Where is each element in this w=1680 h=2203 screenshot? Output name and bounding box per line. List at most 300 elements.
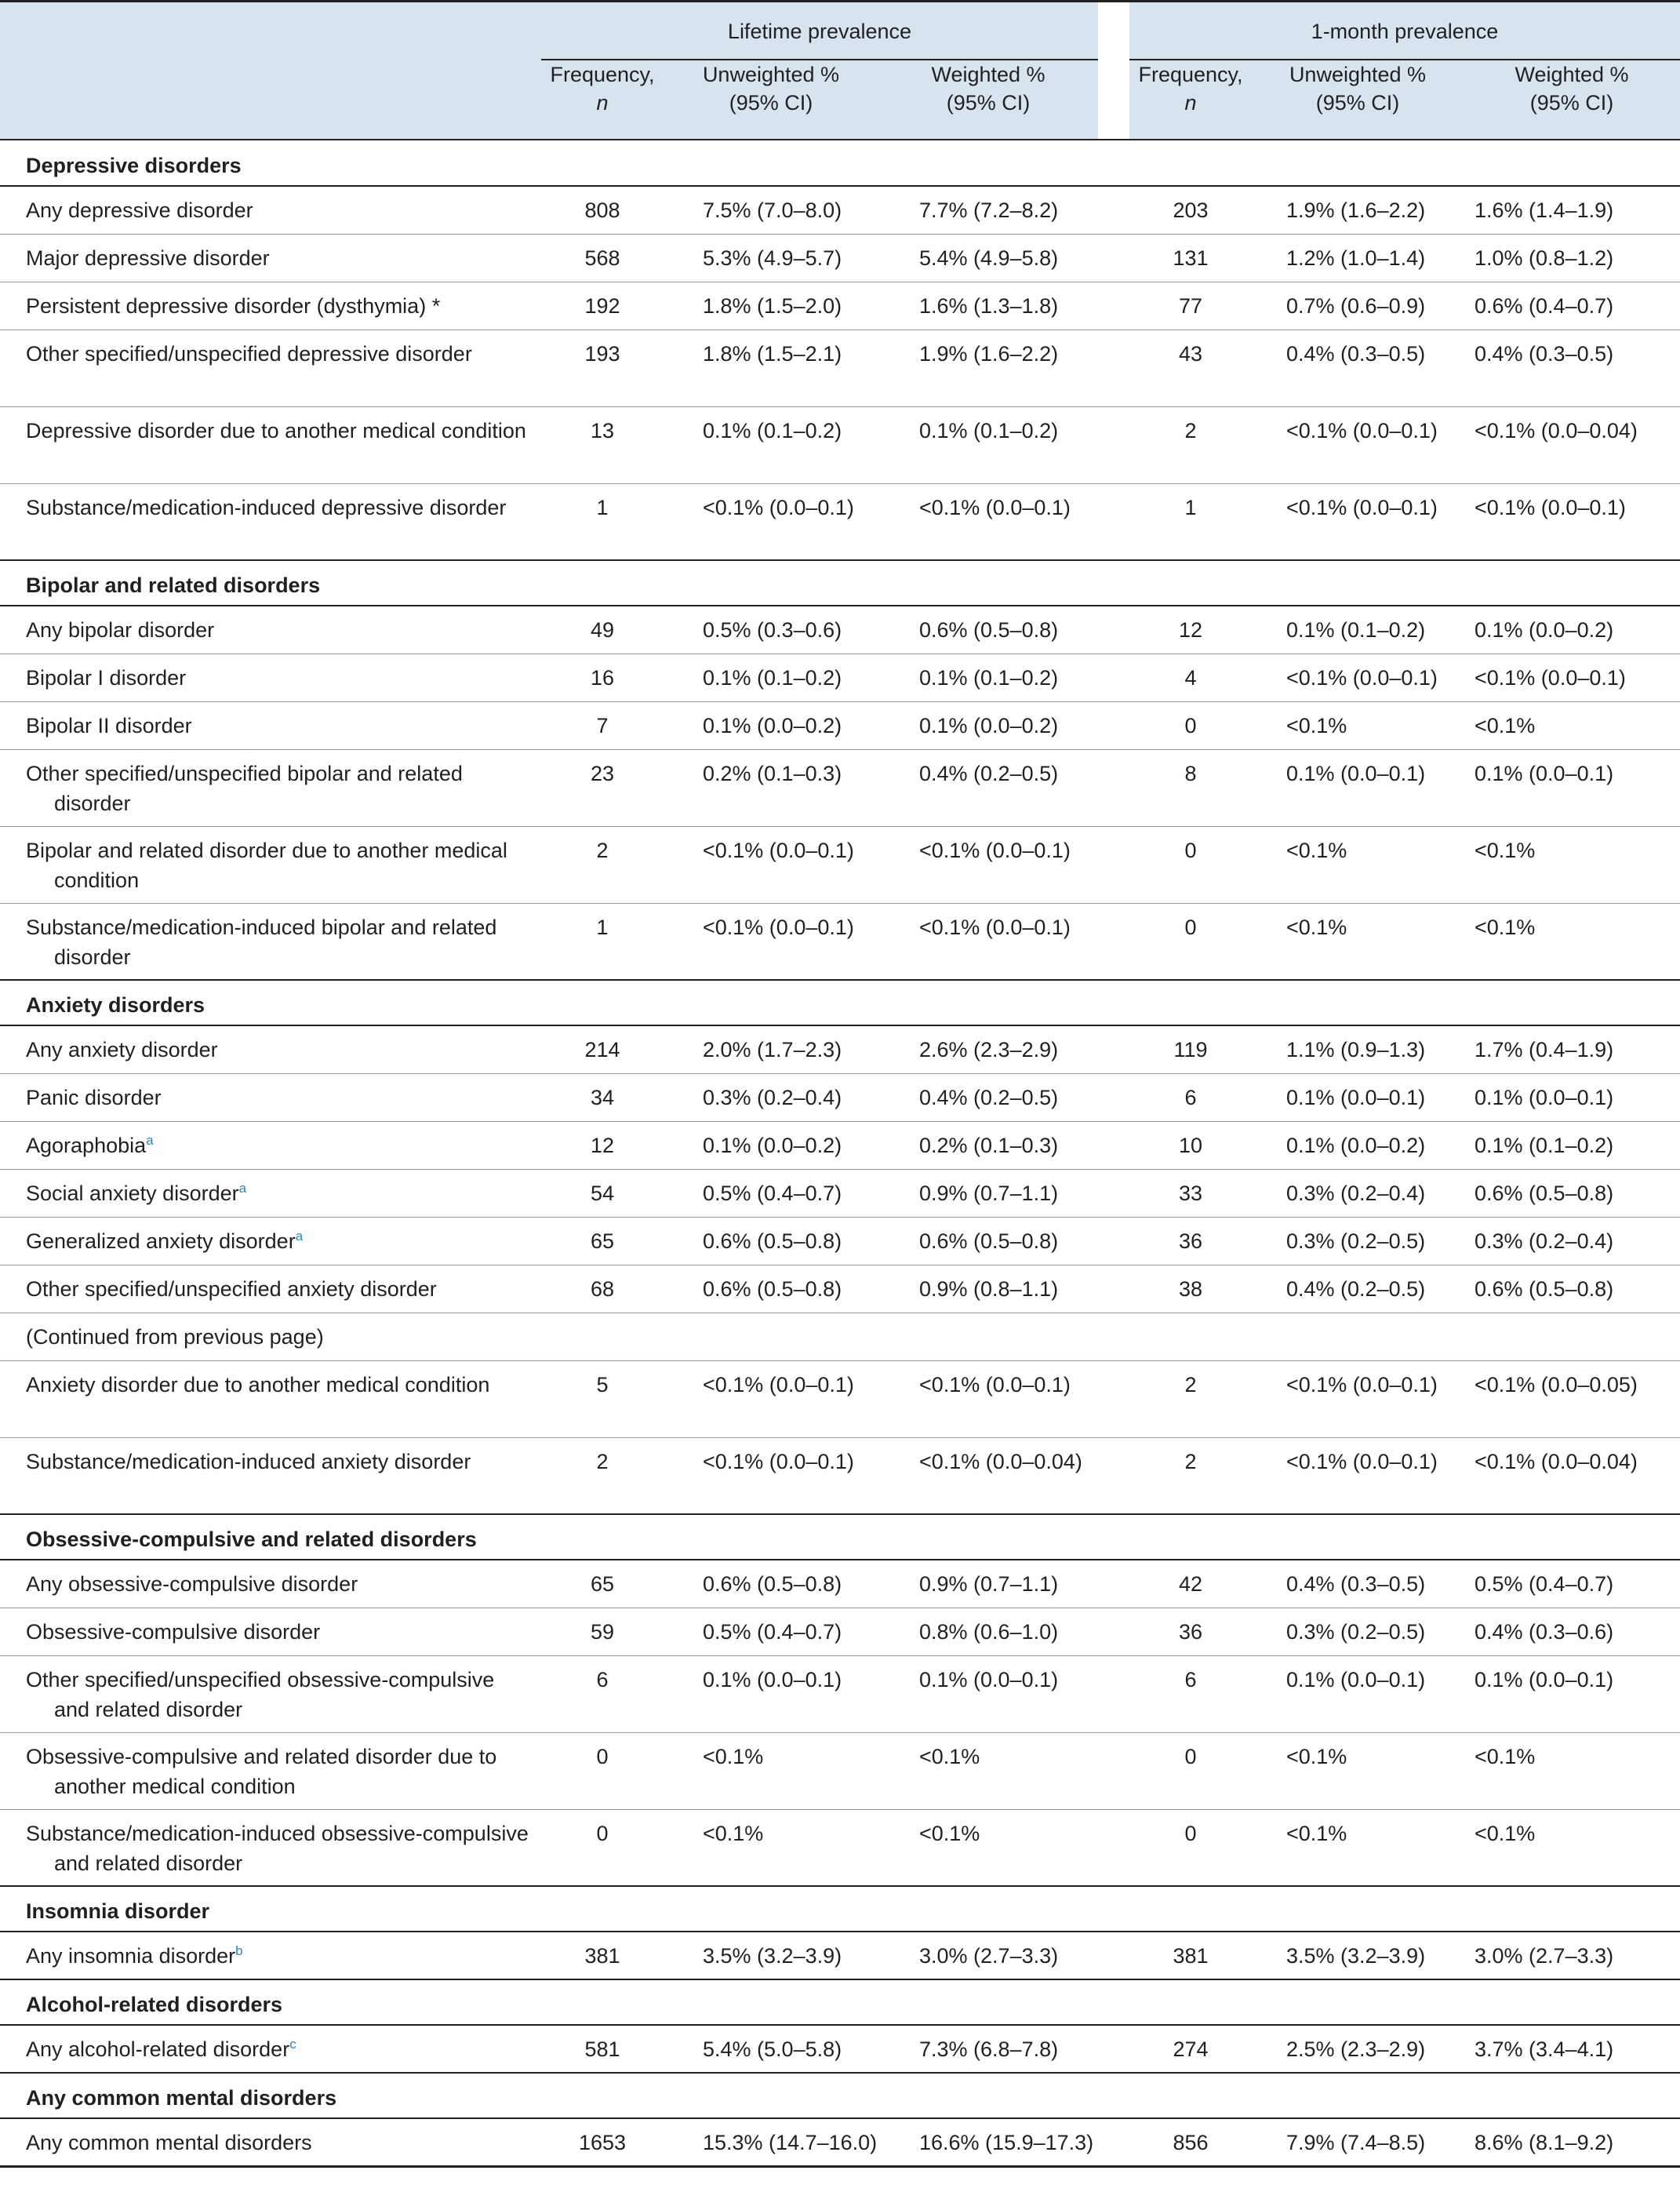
month-unweighted-cell: <0.1% bbox=[1252, 1732, 1464, 1809]
lifetime-weighted-cell: 16.6% (15.9–17.3) bbox=[878, 2118, 1098, 2166]
gap-cell bbox=[1098, 1313, 1129, 1360]
row-label: Persistent depressive disorder (dysthymia) * bbox=[26, 293, 441, 318]
lifetime-frequency-cell: 5 bbox=[541, 1360, 664, 1437]
footnote-marker[interactable]: a bbox=[238, 1180, 247, 1196]
lifetime-weighted-cell: 7.7% (7.2–8.2) bbox=[878, 186, 1098, 234]
row-label-cell bbox=[0, 1265, 541, 1313]
lifetime-unweighted-cell: <0.1% (0.0–0.1) bbox=[664, 826, 878, 903]
lifetime-frequency-cell: 16 bbox=[541, 654, 664, 701]
table-body bbox=[0, 140, 1680, 2166]
lifetime-frequency-cell: 808 bbox=[541, 186, 664, 234]
table-header bbox=[0, 0, 1680, 140]
lifetime-weighted-cell: 0.4% (0.2–0.5) bbox=[878, 749, 1098, 826]
month-unweighted-cell: 0.3% (0.2–0.5) bbox=[1252, 1217, 1464, 1265]
month-weighted-cell: <0.1% (0.0–0.04) bbox=[1464, 406, 1680, 483]
month-frequency-cell: 1 bbox=[1129, 483, 1252, 560]
month-frequency-cell: 10 bbox=[1129, 1121, 1252, 1169]
table-row bbox=[0, 903, 1680, 980]
month-unweighted-cell: 0.4% (0.3–0.5) bbox=[1252, 1560, 1464, 1608]
month-weighted-cell: 1.7% (0.4–1.9) bbox=[1464, 1025, 1680, 1073]
lifetime-frequency-cell: 59 bbox=[541, 1608, 664, 1655]
lifetime-weighted-cell: 5.4% (4.9–5.8) bbox=[878, 234, 1098, 282]
table-row bbox=[0, 1655, 1680, 1732]
group-header-1-month bbox=[1129, 2, 1680, 60]
month-frequency-cell: 203 bbox=[1129, 186, 1252, 234]
gap-cell bbox=[1098, 1608, 1129, 1655]
gap-cell bbox=[1098, 1655, 1129, 1732]
month-weighted-cell: 0.1% (0.0–0.2) bbox=[1464, 606, 1680, 654]
row-label-cell bbox=[0, 749, 541, 826]
table-row bbox=[0, 282, 1680, 330]
month-frequency-cell: 77 bbox=[1129, 282, 1252, 330]
row-label-cell bbox=[0, 701, 541, 749]
row-label: (Continued from previous page) bbox=[26, 1324, 324, 1349]
table-row bbox=[0, 606, 1680, 654]
lifetime-frequency-cell: 214 bbox=[541, 1025, 664, 1073]
lifetime-weighted-cell: <0.1% (0.0–0.04) bbox=[878, 1437, 1098, 1514]
row-label-cell bbox=[0, 1732, 541, 1809]
gap-cell bbox=[1098, 2118, 1129, 2166]
month-frequency-cell: 2 bbox=[1129, 1360, 1252, 1437]
month-weighted-cell: 0.1% (0.0–0.1) bbox=[1464, 1073, 1680, 1121]
month-weighted-cell: 0.3% (0.2–0.4) bbox=[1464, 1217, 1680, 1265]
footnote-marker[interactable]: a bbox=[295, 1228, 304, 1244]
month-unweighted-cell: <0.1% (0.0–0.1) bbox=[1252, 1437, 1464, 1514]
table-row bbox=[0, 186, 1680, 234]
month-frequency-cell: 6 bbox=[1129, 1073, 1252, 1121]
month-unweighted-cell: <0.1% bbox=[1252, 826, 1464, 903]
month-weighted-cell: <0.1% bbox=[1464, 903, 1680, 980]
lifetime-unweighted-cell: 2.0% (1.7–2.3) bbox=[664, 1025, 878, 1073]
month-weighted-cell: 0.4% (0.3–0.6) bbox=[1464, 1608, 1680, 1655]
month-frequency-cell: 42 bbox=[1129, 1560, 1252, 1608]
gap-cell bbox=[1098, 406, 1129, 483]
row-label: Any alcohol-related disorder bbox=[26, 2037, 290, 2061]
row-label: Agoraphobia bbox=[26, 1133, 147, 1157]
row-label-cell bbox=[0, 2118, 541, 2166]
table-row bbox=[0, 1608, 1680, 1655]
month-unweighted-cell: 1.1% (0.9–1.3) bbox=[1252, 1025, 1464, 1073]
row-label: Substance/medication-induced depressive disorder bbox=[26, 495, 507, 519]
row-label-cell bbox=[0, 1313, 541, 1360]
group-header-lifetime bbox=[541, 2, 1098, 60]
lifetime-unweighted-cell: 15.3% (14.7–16.0) bbox=[664, 2118, 878, 2166]
lifetime-frequency-cell: 65 bbox=[541, 1217, 664, 1265]
lifetime-unweighted-cell: 0.6% (0.5–0.8) bbox=[664, 1560, 878, 1608]
month-weighted-cell: <0.1% (0.0–0.1) bbox=[1464, 654, 1680, 701]
row-label: Social anxiety disorder bbox=[26, 1181, 239, 1205]
section-header-row bbox=[0, 560, 1680, 606]
row-label: Substance/medication-induced obsessive-compulsive and related disorder bbox=[26, 1821, 529, 1875]
row-label-cell bbox=[0, 903, 541, 980]
footnote-marker[interactable]: b bbox=[235, 1943, 243, 1958]
section-title: Insomnia disorder bbox=[0, 1886, 1680, 1932]
col-header-lifetime-weighted: Weighted % (95% CI) bbox=[878, 60, 1098, 139]
section-title: Obsessive-compulsive and related disorders bbox=[0, 1514, 1680, 1560]
row-label-cell bbox=[0, 1608, 541, 1655]
lifetime-unweighted-cell: 0.5% (0.4–0.7) bbox=[664, 1169, 878, 1217]
row-label: Any common mental disorders bbox=[26, 2131, 312, 2154]
row-label-cell bbox=[0, 1217, 541, 1265]
lifetime-unweighted-cell: 3.5% (3.2–3.9) bbox=[664, 1932, 878, 1979]
gap-cell bbox=[1098, 1025, 1129, 1073]
row-label-cell bbox=[0, 1360, 541, 1437]
table-row bbox=[0, 1437, 1680, 1514]
lifetime-unweighted-cell: <0.1% bbox=[664, 1732, 878, 1809]
gap-cell bbox=[1098, 282, 1129, 330]
table-row bbox=[0, 1932, 1680, 1979]
month-weighted-cell: 0.4% (0.3–0.5) bbox=[1464, 330, 1680, 406]
section-title: Bipolar and related disorders bbox=[0, 560, 1680, 606]
row-label-cell bbox=[0, 1809, 541, 1886]
row-label-cell bbox=[0, 186, 541, 234]
row-label-cell bbox=[0, 826, 541, 903]
month-unweighted-cell: <0.1% bbox=[1252, 903, 1464, 980]
row-label: Bipolar I disorder bbox=[26, 665, 187, 690]
lifetime-weighted-cell: 1.6% (1.3–1.8) bbox=[878, 282, 1098, 330]
month-weighted-cell: 0.1% (0.0–0.1) bbox=[1464, 1655, 1680, 1732]
lifetime-frequency-cell: 568 bbox=[541, 234, 664, 282]
month-frequency-cell: 8 bbox=[1129, 749, 1252, 826]
table-row bbox=[0, 1169, 1680, 1217]
section-header-row bbox=[0, 980, 1680, 1025]
month-frequency-cell bbox=[1129, 1313, 1252, 1360]
table-row bbox=[0, 1809, 1680, 1886]
month-unweighted-cell: 0.1% (0.0–0.1) bbox=[1252, 1073, 1464, 1121]
month-weighted-cell: 3.0% (2.7–3.3) bbox=[1464, 1932, 1680, 1979]
table-row bbox=[0, 1121, 1680, 1169]
lifetime-weighted-cell: <0.1% (0.0–0.1) bbox=[878, 483, 1098, 560]
gap-cell bbox=[1098, 1265, 1129, 1313]
row-label: Obsessive-compulsive and related disorder due to another medical condition bbox=[26, 1744, 497, 1798]
lifetime-weighted-cell: 0.1% (0.0–0.1) bbox=[878, 1655, 1098, 1732]
footnote-marker[interactable]: a bbox=[146, 1132, 154, 1148]
lifetime-frequency-cell: 34 bbox=[541, 1073, 664, 1121]
month-weighted-cell: <0.1% (0.0–0.1) bbox=[1464, 483, 1680, 560]
gap-cell bbox=[1098, 654, 1129, 701]
section-title: Alcohol-related disorders bbox=[0, 1979, 1680, 2025]
lifetime-unweighted-cell: 0.1% (0.1–0.2) bbox=[664, 654, 878, 701]
lifetime-weighted-cell: <0.1% (0.0–0.1) bbox=[878, 1360, 1098, 1437]
table-row bbox=[0, 1025, 1680, 1073]
month-weighted-cell: 8.6% (8.1–9.2) bbox=[1464, 2118, 1680, 2166]
lifetime-unweighted-cell: 0.3% (0.2–0.4) bbox=[664, 1073, 878, 1121]
lifetime-unweighted-cell: 0.1% (0.0–0.2) bbox=[664, 701, 878, 749]
lifetime-weighted-cell: 0.1% (0.0–0.2) bbox=[878, 701, 1098, 749]
month-frequency-cell: 0 bbox=[1129, 826, 1252, 903]
gap-cell bbox=[1098, 1932, 1129, 1979]
lifetime-weighted-cell: 0.2% (0.1–0.3) bbox=[878, 1121, 1098, 1169]
gap-cell bbox=[1098, 2025, 1129, 2073]
month-unweighted-cell: 7.9% (7.4–8.5) bbox=[1252, 2118, 1464, 2166]
gap-cell bbox=[1098, 1732, 1129, 1809]
month-frequency-cell: 36 bbox=[1129, 1217, 1252, 1265]
lifetime-weighted-cell: <0.1% (0.0–0.1) bbox=[878, 826, 1098, 903]
month-weighted-cell: <0.1% bbox=[1464, 826, 1680, 903]
table-row bbox=[0, 701, 1680, 749]
lifetime-frequency-cell: 68 bbox=[541, 1265, 664, 1313]
lifetime-frequency-cell: 0 bbox=[541, 1809, 664, 1886]
table-row bbox=[0, 330, 1680, 406]
lifetime-unweighted-cell: 0.6% (0.5–0.8) bbox=[664, 1217, 878, 1265]
lifetime-unweighted-cell: <0.1% bbox=[664, 1809, 878, 1886]
month-frequency-cell: 119 bbox=[1129, 1025, 1252, 1073]
lifetime-unweighted-cell bbox=[664, 1313, 878, 1360]
month-unweighted-cell: 1.9% (1.6–2.2) bbox=[1252, 186, 1464, 234]
lifetime-unweighted-cell: 7.5% (7.0–8.0) bbox=[664, 186, 878, 234]
lifetime-frequency-cell: 381 bbox=[541, 1932, 664, 1979]
gap-cell bbox=[1098, 186, 1129, 234]
row-label-cell bbox=[0, 234, 541, 282]
lifetime-weighted-cell: 0.4% (0.2–0.5) bbox=[878, 1073, 1098, 1121]
lifetime-weighted-cell: <0.1% bbox=[878, 1732, 1098, 1809]
month-weighted-cell: 0.5% (0.4–0.7) bbox=[1464, 1560, 1680, 1608]
row-label-cell bbox=[0, 1073, 541, 1121]
row-label: Obsessive-compulsive disorder bbox=[26, 1619, 321, 1644]
month-weighted-cell: <0.1% bbox=[1464, 1732, 1680, 1809]
group-title-lifetime: Lifetime prevalence bbox=[727, 20, 912, 43]
section-header-row bbox=[0, 1979, 1680, 2025]
lifetime-frequency-cell: 192 bbox=[541, 282, 664, 330]
section-title: Anxiety disorders bbox=[0, 980, 1680, 1025]
lifetime-frequency-cell: 6 bbox=[541, 1655, 664, 1732]
month-frequency-cell: 12 bbox=[1129, 606, 1252, 654]
month-weighted-cell: 0.1% (0.0–0.1) bbox=[1464, 749, 1680, 826]
lifetime-unweighted-cell: 0.5% (0.4–0.7) bbox=[664, 1608, 878, 1655]
month-weighted-cell: 0.1% (0.1–0.2) bbox=[1464, 1121, 1680, 1169]
row-label-cell bbox=[0, 1121, 541, 1169]
row-label: Any bipolar disorder bbox=[26, 618, 215, 642]
col-header-month-frequency: Frequency, n bbox=[1129, 60, 1252, 139]
row-label: Panic disorder bbox=[26, 1085, 162, 1109]
lifetime-frequency-cell: 193 bbox=[541, 330, 664, 406]
table-row bbox=[0, 1073, 1680, 1121]
row-label: Other specified/unspecified obsessive-compulsive and related disorder bbox=[26, 1667, 495, 1721]
table-row bbox=[0, 406, 1680, 483]
row-label-cell bbox=[0, 606, 541, 654]
month-unweighted-cell: 0.1% (0.0–0.1) bbox=[1252, 1655, 1464, 1732]
month-weighted-cell: <0.1% (0.0–0.04) bbox=[1464, 1437, 1680, 1514]
month-weighted-cell: 1.6% (1.4–1.9) bbox=[1464, 186, 1680, 234]
lifetime-weighted-cell: 0.6% (0.5–0.8) bbox=[878, 1217, 1098, 1265]
lifetime-frequency-cell: 581 bbox=[541, 2025, 664, 2073]
section-title: Depressive disorders bbox=[0, 140, 1680, 186]
month-unweighted-cell: 0.1% (0.0–0.1) bbox=[1252, 749, 1464, 826]
row-label: Depressive disorder due to another medical condition bbox=[26, 418, 526, 442]
lifetime-unweighted-cell: 1.8% (1.5–2.1) bbox=[664, 330, 878, 406]
month-unweighted-cell: <0.1% bbox=[1252, 1809, 1464, 1886]
month-weighted-cell: 0.6% (0.4–0.7) bbox=[1464, 282, 1680, 330]
table-row bbox=[0, 234, 1680, 282]
lifetime-unweighted-cell: <0.1% (0.0–0.1) bbox=[664, 903, 878, 980]
lifetime-frequency-cell: 1 bbox=[541, 483, 664, 560]
month-frequency-cell: 131 bbox=[1129, 234, 1252, 282]
gap-cell bbox=[1098, 1121, 1129, 1169]
table-row bbox=[0, 1217, 1680, 1265]
gap-cell bbox=[1098, 701, 1129, 749]
month-unweighted-cell: <0.1% (0.0–0.1) bbox=[1252, 654, 1464, 701]
row-label-cell bbox=[0, 654, 541, 701]
lifetime-frequency-cell: 54 bbox=[541, 1169, 664, 1217]
section-header-row bbox=[0, 140, 1680, 186]
gap-cell bbox=[1098, 1809, 1129, 1886]
gap-cell bbox=[1098, 606, 1129, 654]
footnote-marker[interactable]: c bbox=[289, 2037, 296, 2052]
gap-cell bbox=[1098, 234, 1129, 282]
lifetime-unweighted-cell: 0.1% (0.1–0.2) bbox=[664, 406, 878, 483]
month-frequency-cell: 0 bbox=[1129, 701, 1252, 749]
table-row bbox=[0, 2118, 1680, 2166]
table-row bbox=[0, 1560, 1680, 1608]
lifetime-unweighted-cell: <0.1% (0.0–0.1) bbox=[664, 1437, 878, 1514]
gap-cell bbox=[1098, 903, 1129, 980]
lifetime-weighted-cell: 0.6% (0.5–0.8) bbox=[878, 606, 1098, 654]
gap-cell bbox=[1098, 1560, 1129, 1608]
row-label: Any obsessive-compulsive disorder bbox=[26, 1572, 358, 1596]
month-unweighted-cell: 0.4% (0.3–0.5) bbox=[1252, 330, 1464, 406]
month-unweighted-cell: 0.1% (0.0–0.2) bbox=[1252, 1121, 1464, 1169]
lifetime-unweighted-cell: 0.6% (0.5–0.8) bbox=[664, 1265, 878, 1313]
lifetime-frequency-cell: 65 bbox=[541, 1560, 664, 1608]
row-label-cell bbox=[0, 1437, 541, 1514]
month-unweighted-cell: 3.5% (3.2–3.9) bbox=[1252, 1932, 1464, 1979]
lifetime-unweighted-cell: 0.1% (0.0–0.2) bbox=[664, 1121, 878, 1169]
col-header-lifetime-unweighted: Unweighted % (95% CI) bbox=[664, 60, 878, 139]
row-label-cell bbox=[0, 1932, 541, 1979]
row-label-cell bbox=[0, 1025, 541, 1073]
month-unweighted-cell: 1.2% (1.0–1.4) bbox=[1252, 234, 1464, 282]
row-label: Other specified/unspecified bipolar and related disorder bbox=[26, 761, 463, 815]
month-frequency-cell: 6 bbox=[1129, 1655, 1252, 1732]
table-row bbox=[0, 1265, 1680, 1313]
lifetime-unweighted-cell: <0.1% (0.0–0.1) bbox=[664, 483, 878, 560]
row-label: Major depressive disorder bbox=[26, 246, 270, 270]
month-weighted-cell: 0.6% (0.5–0.8) bbox=[1464, 1265, 1680, 1313]
month-unweighted-cell: <0.1% (0.0–0.1) bbox=[1252, 1360, 1464, 1437]
lifetime-frequency-cell bbox=[541, 1313, 664, 1360]
gap-cell bbox=[1098, 1360, 1129, 1437]
month-unweighted-cell: 0.3% (0.2–0.4) bbox=[1252, 1169, 1464, 1217]
month-frequency-cell: 36 bbox=[1129, 1608, 1252, 1655]
row-label-cell bbox=[0, 1560, 541, 1608]
row-label: Any anxiety disorder bbox=[26, 1038, 218, 1061]
row-label: Any insomnia disorder bbox=[26, 1944, 236, 1968]
lifetime-weighted-cell bbox=[878, 1313, 1098, 1360]
row-label-cell bbox=[0, 406, 541, 483]
lifetime-weighted-cell: 0.9% (0.8–1.1) bbox=[878, 1265, 1098, 1313]
table-row bbox=[0, 654, 1680, 701]
gap-cell bbox=[1098, 1437, 1129, 1514]
month-unweighted-cell: <0.1% (0.0–0.1) bbox=[1252, 406, 1464, 483]
month-unweighted-cell: 0.1% (0.1–0.2) bbox=[1252, 606, 1464, 654]
table-row bbox=[0, 2025, 1680, 2073]
section-header-row bbox=[0, 1886, 1680, 1932]
month-weighted-cell: <0.1% bbox=[1464, 1809, 1680, 1886]
month-frequency-cell: 2 bbox=[1129, 1437, 1252, 1514]
lifetime-frequency-cell: 0 bbox=[541, 1732, 664, 1809]
lifetime-frequency-cell: 49 bbox=[541, 606, 664, 654]
lifetime-weighted-cell: 3.0% (2.7–3.3) bbox=[878, 1932, 1098, 1979]
lifetime-frequency-cell: 1653 bbox=[541, 2118, 664, 2166]
month-frequency-cell: 274 bbox=[1129, 2025, 1252, 2073]
table-row bbox=[0, 826, 1680, 903]
lifetime-unweighted-cell: 1.8% (1.5–2.0) bbox=[664, 282, 878, 330]
month-weighted-cell: <0.1% (0.0–0.05) bbox=[1464, 1360, 1680, 1437]
row-label-cell bbox=[0, 1169, 541, 1217]
month-unweighted-cell: <0.1% (0.0–0.1) bbox=[1252, 483, 1464, 560]
row-label: Other specified/unspecified depressive disorder bbox=[26, 341, 472, 366]
month-frequency-cell: 38 bbox=[1129, 1265, 1252, 1313]
month-unweighted-cell: <0.1% bbox=[1252, 701, 1464, 749]
month-unweighted-cell bbox=[1252, 1313, 1464, 1360]
lifetime-frequency-cell: 23 bbox=[541, 749, 664, 826]
month-weighted-cell: 0.6% (0.5–0.8) bbox=[1464, 1169, 1680, 1217]
month-frequency-cell: 0 bbox=[1129, 1732, 1252, 1809]
col-header-lifetime-frequency: Frequency, n bbox=[541, 60, 664, 139]
month-frequency-cell: 4 bbox=[1129, 654, 1252, 701]
table-row bbox=[0, 1360, 1680, 1437]
row-label: Other specified/unspecified anxiety disorder bbox=[26, 1276, 437, 1301]
gap-cell bbox=[1098, 1217, 1129, 1265]
row-label: Anxiety disorder due to another medical condition bbox=[26, 1372, 490, 1396]
lifetime-frequency-cell: 2 bbox=[541, 1437, 664, 1514]
month-unweighted-cell: 0.3% (0.2–0.5) bbox=[1252, 1608, 1464, 1655]
month-frequency-cell: 43 bbox=[1129, 330, 1252, 406]
month-unweighted-cell: 0.7% (0.6–0.9) bbox=[1252, 282, 1464, 330]
month-unweighted-cell: 0.4% (0.2–0.5) bbox=[1252, 1265, 1464, 1313]
group-title-1-month: 1-month prevalence bbox=[1311, 20, 1499, 43]
month-weighted-cell bbox=[1464, 1313, 1680, 1360]
month-weighted-cell: 1.0% (0.8–1.2) bbox=[1464, 234, 1680, 282]
gap-cell bbox=[1098, 826, 1129, 903]
col-header-month-unweighted: Unweighted % (95% CI) bbox=[1252, 60, 1464, 139]
gap-cell bbox=[1098, 330, 1129, 406]
lifetime-weighted-cell: 0.9% (0.7–1.1) bbox=[878, 1560, 1098, 1608]
lifetime-weighted-cell: <0.1% bbox=[878, 1809, 1098, 1886]
table-row bbox=[0, 1732, 1680, 1809]
month-frequency-cell: 856 bbox=[1129, 2118, 1252, 2166]
row-label: Substance/medication-induced anxiety disorder bbox=[26, 1449, 471, 1473]
month-weighted-cell: <0.1% bbox=[1464, 701, 1680, 749]
row-label-cell bbox=[0, 2025, 541, 2073]
row-label: Bipolar and related disorder due to another medical condition bbox=[26, 838, 507, 892]
month-frequency-cell: 33 bbox=[1129, 1169, 1252, 1217]
lifetime-frequency-cell: 13 bbox=[541, 406, 664, 483]
lifetime-weighted-cell: 0.8% (0.6–1.0) bbox=[878, 1608, 1098, 1655]
col-header-month-weighted: Weighted % (95% CI) bbox=[1464, 60, 1680, 139]
month-weighted-cell: 3.7% (3.4–4.1) bbox=[1464, 2025, 1680, 2073]
month-frequency-cell: 2 bbox=[1129, 406, 1252, 483]
lifetime-unweighted-cell: 0.1% (0.0–0.1) bbox=[664, 1655, 878, 1732]
month-frequency-cell: 0 bbox=[1129, 903, 1252, 980]
row-label: Any depressive disorder bbox=[26, 198, 253, 222]
lifetime-weighted-cell: 7.3% (6.8–7.8) bbox=[878, 2025, 1098, 2073]
row-label: Substance/medication-induced bipolar and related disorder bbox=[26, 915, 497, 969]
row-label-cell bbox=[0, 282, 541, 330]
lifetime-weighted-cell: 0.9% (0.7–1.1) bbox=[878, 1169, 1098, 1217]
gap-cell bbox=[1098, 1169, 1129, 1217]
lifetime-frequency-cell: 7 bbox=[541, 701, 664, 749]
lifetime-weighted-cell: 1.9% (1.6–2.2) bbox=[878, 330, 1098, 406]
lifetime-weighted-cell: 2.6% (2.3–2.9) bbox=[878, 1025, 1098, 1073]
row-label: Generalized anxiety disorder bbox=[26, 1229, 296, 1253]
section-header-row bbox=[0, 1514, 1680, 1560]
lifetime-unweighted-cell: <0.1% (0.0–0.1) bbox=[664, 1360, 878, 1437]
lifetime-frequency-cell: 1 bbox=[541, 903, 664, 980]
lifetime-frequency-cell: 2 bbox=[541, 826, 664, 903]
gap-cell bbox=[1098, 1073, 1129, 1121]
lifetime-weighted-cell: 0.1% (0.1–0.2) bbox=[878, 406, 1098, 483]
